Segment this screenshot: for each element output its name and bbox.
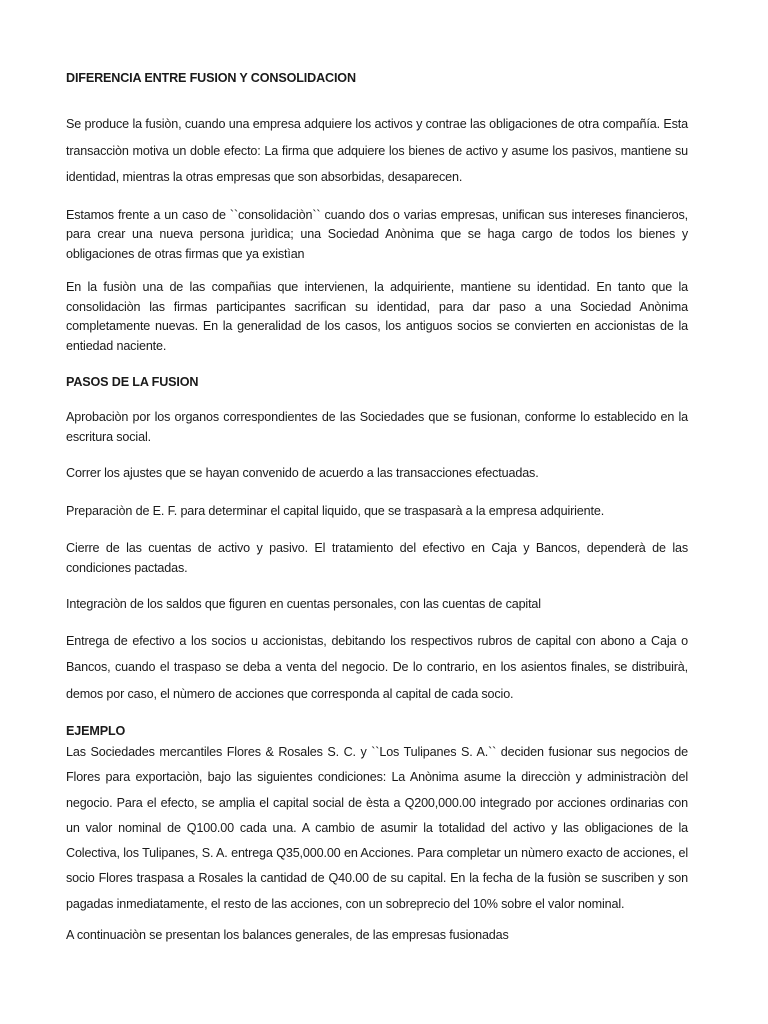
paso-preparacion: Preparaciòn de E. F. para determinar el capital liquido, que se traspasarà a la empresa adquiriente. <box>66 503 605 518</box>
paso-entrega: Entrega de efectivo a los socios u accionistas, debitando los respectivos rubros de capital con abono a Caja o Bancos, cuando el traspaso se deba a venta del negocio. De lo contrario, en los asientos finales, se distribuirà, demos por caso, el nùmero de acciones que corresponda al capital de cada socio. <box>66 633 688 701</box>
paragraph-consolidacion-definition: Estamos frente a un caso de ``consolidaciòn`` cuando dos o varias empresas, unifican sus intereses financieros, para crear una nueva persona jurìdica; una Sociedad Anònima que se haga cargo de todos los bienes y obligaciones de otras firmas que ya existìan <box>66 207 688 261</box>
paragraph-ejemplo: Las Sociedades mercantiles Flores & Rosales S. C. y ``Los Tulipanes S. A.`` deciden fusionar sus negocios de Flores para exportaciòn, bajo las siguientes condiciones: La Anònima asume la direcciòn y administraciòn del negocio. Para el efecto, se amplia el capital social de èsta a Q200,000.00 integrado por acciones ordinarias con un valor nominal de Q100.00 cada una. A cambio de asumir la totalidad del activo y las obligaciones de la Colectiva, los Tulipanes, S. A. entrega Q35,000.00 en Acciones. Para completar un nùmero exacto de acciones, el socio Flores traspasa a Rosales la cantidad de Q40.00 de su capital. En la fecha de la fusiòn se suscriben y son pagadas inmediatamente, el resto de las acciones, con un sobreprecio del 10% sobre el valor nominal. <box>66 745 688 911</box>
paragraph-fusion-definition: Se produce la fusiòn, cuando una empresa adquiere los activos y contrae las obligaciones de otra compañía. Esta transacciòn motiva un doble efecto: La firma que adquiere los bienes de activo y asume los pasivos, mantiene su identidad, mientras la otras empresas que son absorbidas, desaparecen. <box>66 117 688 184</box>
heading-ejemplo: EJEMPLO <box>66 724 126 738</box>
heading-diferencia: DIFERENCIA ENTRE FUSION Y CONSOLIDACION <box>66 71 356 85</box>
heading-pasos: PASOS DE LA FUSION <box>66 375 199 389</box>
paso-ajustes: Correr los ajustes que se hayan convenido de acuerdo a las transacciones efectuadas. <box>66 466 539 480</box>
document-page <box>66 66 688 960</box>
paso-aprobacion: Aprobaciòn por los organos correspondientes de las Sociedades que se fusionan, conforme lo establecido en la escritura social. <box>66 410 688 444</box>
paragraph-closing: A continuaciòn se presentan los balances generales, de las empresas fusionadas <box>66 928 509 943</box>
paso-cierre: Cierre de las cuentas de activo y pasivo. El tratamiento del efectivo en Caja y Bancos, dependerà de las condiciones pactadas. <box>66 541 688 575</box>
paso-integracion: Integraciòn de los saldos que figuren en cuentas personales, con las cuentas de capital <box>66 597 541 611</box>
paragraph-fusion-vs-consolidacion: En la fusiòn una de las compañias que intervienen, la adquiriente, mantiene su identidad. En tanto que la consolidaciòn las firmas participantes sacrifican su identidad, para dar paso a una Sociedad Anònima completamente nuevas. En la generalidad de los casos, los antiguos socios se convierten en accionistas de la entiedad naciente. <box>66 280 688 353</box>
